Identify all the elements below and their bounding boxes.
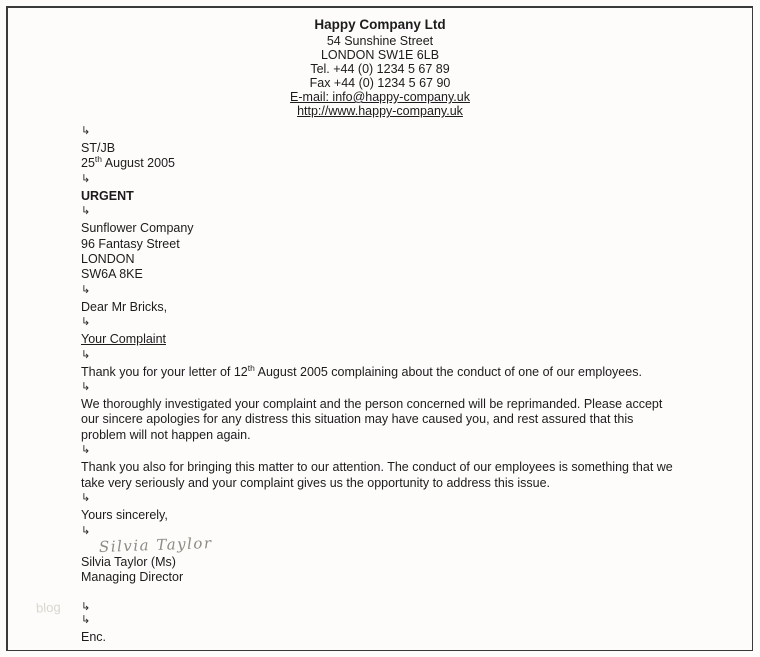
reference-line: ST/JB bbox=[81, 141, 116, 155]
paragraph-mark: ↳ bbox=[81, 315, 91, 329]
paragraph-mark: ↳ bbox=[81, 380, 91, 394]
subject-line: Your Complaint bbox=[81, 332, 167, 347]
paragraph-mark: ↳ bbox=[81, 491, 91, 505]
recipient-street: 96 Fantasy Street bbox=[81, 236, 180, 251]
urgency-label: URGENT bbox=[81, 188, 134, 203]
paragraph-mark: ↳ bbox=[81, 347, 91, 361]
paragraph-mark: ↳ bbox=[81, 171, 91, 185]
paragraph-1-rest: August 2005 complaining about the conduct of one of our employees. bbox=[254, 364, 642, 379]
fax-line: Fax +44 (0) 1234 5 67 90 bbox=[309, 76, 451, 90]
paragraph-1-start: Thank you for your letter of 12 bbox=[81, 364, 248, 379]
paragraph-1-ordinal: th bbox=[247, 362, 255, 373]
date-day: 25 bbox=[81, 156, 95, 171]
signatory-title: Managing Director bbox=[81, 570, 184, 585]
email-link[interactable]: E-mail: info@happy-company.uk bbox=[290, 90, 470, 104]
phone-line: Tel. +44 (0) 1234 5 67 89 bbox=[310, 62, 450, 76]
website-link[interactable]: http://www.happy-company.uk bbox=[297, 104, 463, 118]
company-name: Happy Company Ltd bbox=[314, 17, 446, 32]
paragraph-2: We thoroughly investigated your complaint and the person concerned will be reprimanded. Please accept our sincere apologies for any distress this situation may have caused you, and rest assured that this problem will not happen again. bbox=[81, 397, 663, 442]
spacer bbox=[81, 586, 676, 600]
salutation: Dear Mr Bricks, bbox=[81, 299, 168, 314]
date-rest: August 2005 bbox=[102, 156, 175, 171]
paragraph-mark: ↳ bbox=[81, 204, 91, 218]
paragraph-mark: ↳ bbox=[81, 124, 91, 137]
paragraph-mark: ↳ bbox=[81, 599, 91, 613]
letter-body bbox=[81, 124, 676, 645]
closing-line: Yours sincerely, bbox=[81, 508, 168, 523]
address-line-2: LONDON SW1E 6LB bbox=[320, 48, 440, 62]
handwritten-signature: Silvia Taylor bbox=[98, 533, 213, 556]
letterhead bbox=[0, 0, 760, 118]
recipient-postcode: SW6A 8KE bbox=[81, 267, 143, 282]
signatory-name: Silvia Taylor (Ms) bbox=[81, 554, 176, 569]
watermark-text: blog bbox=[35, 599, 61, 616]
recipient-company: Sunflower Company bbox=[81, 221, 194, 236]
paragraph-mark: ↳ bbox=[81, 282, 91, 296]
paragraph-mark: ↳ bbox=[81, 523, 91, 537]
recipient-city: LONDON bbox=[81, 252, 135, 267]
date-line bbox=[81, 156, 676, 171]
paragraph-mark: ↳ bbox=[81, 443, 91, 457]
paragraph-3: Thank you also for bringing this matter to our attention. The conduct of our employees is something that we take very seriously and your complaint gives us the opportunity to address this issue. bbox=[81, 460, 673, 490]
date-ordinal: th bbox=[94, 154, 102, 165]
enclosure-line: Enc. bbox=[81, 629, 107, 644]
paragraph-1 bbox=[81, 362, 676, 380]
paragraph-mark: ↳ bbox=[81, 612, 91, 626]
address-line-1: 54 Sunshine Street bbox=[326, 34, 434, 48]
